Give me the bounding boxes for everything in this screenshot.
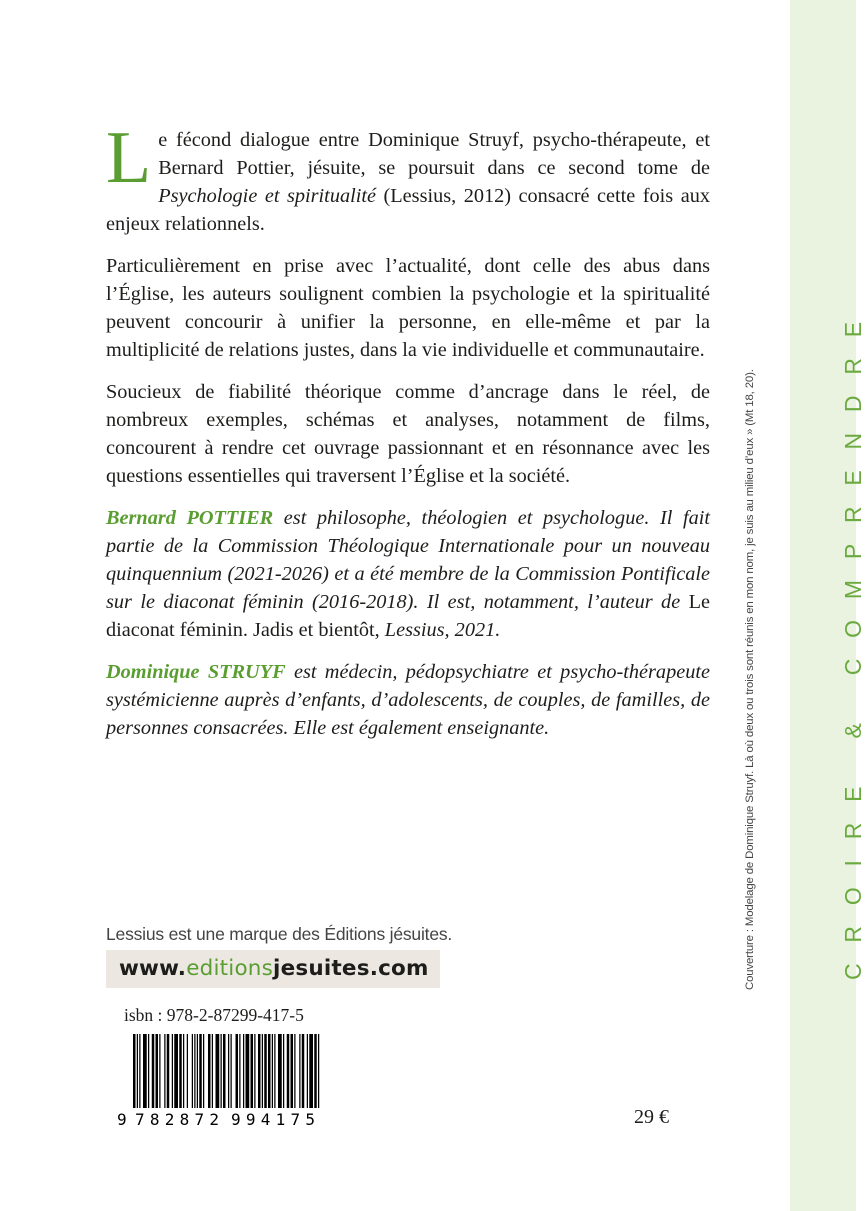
bio-pottier-publisher: Lessius, 2021. — [379, 619, 501, 641]
bio-struyf-name: Dominique STRUYF — [106, 661, 286, 683]
barcode-digits-right: 994175 — [231, 1110, 315, 1129]
bio-struyf — [106, 658, 710, 742]
series-title: CROIRE & COMPRENDRE — [840, 301, 866, 980]
isbn-number: isbn : 978-2-87299-417-5 — [124, 1005, 304, 1025]
barcode-digits-left: 782872 — [135, 1110, 219, 1129]
intro-book-title: Psychologie et spiritualité — [158, 185, 377, 207]
bio-pottier — [106, 504, 710, 644]
barcode-digit-first: 9 — [117, 1110, 127, 1129]
publisher-imprint: Lessius est une marque des Éditions jésuites. — [106, 924, 453, 944]
intro-text-end: (Lessius, 2012) consacré cette fois aux enjeux relationnels. — [106, 185, 710, 235]
barcode — [113, 1034, 325, 1128]
cover-credit: Couverture : Modelage de Dominique Struyf. Là où deux ou trois sont réunis en mon nom, je suis au milieu d’eux » (Mt 18, 20). — [744, 369, 756, 990]
website-prefix: www. — [119, 956, 187, 981]
bio-struyf-text: est médecin, pédopsychiatre et psycho-thérapeute systémicienne auprès d’enfants, d’adolescents, de couples, de familles, de personnes consacrées. Elle est également enseignante. — [106, 661, 710, 739]
intro-paragraph — [106, 117, 710, 238]
website-middle: editions — [186, 956, 274, 981]
price: 29 € — [634, 1106, 669, 1128]
bio-pottier-book: Le diaconat féminin. Jadis et bientôt, — [106, 591, 710, 641]
intro-text-start: e fécond dialogue entre Dominique Struyf, psycho-thérapeute, et Bernard Pottier, jésuite, se poursuit dans ce second tome de — [158, 129, 710, 179]
website-suffix: jesuites.com — [273, 956, 429, 981]
paragraph-actuality: Particulièrement en prise avec l’actualité, dont celle des abus dans l’Église, les auteurs soulignent combien la psychologie et la spiritualité peuvent concourir à unifier la personne, en elle-même et par la multiplicité de relations justes, dans la vie individuelle et communautaire. — [106, 255, 710, 361]
bio-pottier-text: est philosophe, théologien et psychologue. Il fait partie de la Commission Théologique Internationale pour un nouveau quinquennium (2021-2026) et a été membre de la Commission Pontificale sur le diaconat féminin (2016-2018). Il est, notamment, l’auteur de — [106, 507, 710, 613]
drop-cap: L — [106, 117, 152, 199]
bio-pottier-name: Bernard POTTIER — [106, 507, 274, 529]
back-cover-text — [106, 117, 710, 756]
website-link[interactable] — [106, 950, 440, 988]
paragraph-reliability: Soucieux de fiabilité théorique comme d’ancrage dans le réel, de nombreux exemples, schémas et analyses, notamment de films, concourent à rendre cet ouvrage passionnant et en résonnance avec les questions essentielles qui traversent l’Église et la société. — [106, 381, 710, 487]
